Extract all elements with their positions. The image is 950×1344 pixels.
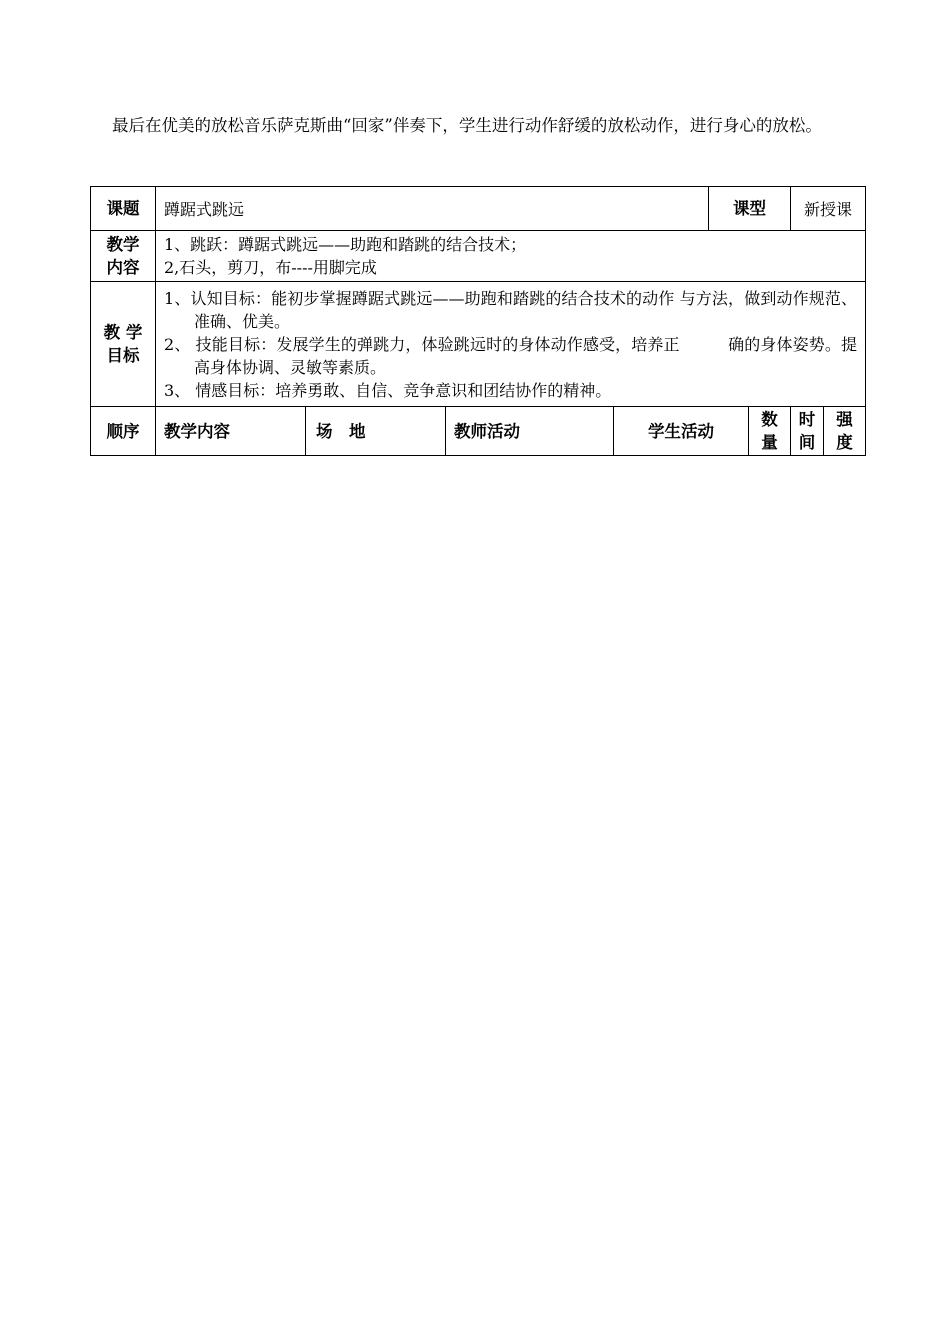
- col-quantity-line1: 数: [761, 410, 778, 429]
- col-time-line1: 时: [798, 410, 816, 429]
- intro-paragraph: 最后在优美的放松音乐萨克斯曲“回家”伴奏下，学生进行动作舒缓的放松动作，进行身心的放松。: [112, 116, 822, 135]
- column-header-row: [91, 407, 866, 456]
- col-venue: 场 地: [306, 407, 446, 456]
- content-label: [91, 231, 156, 282]
- col-time-line2: 间: [798, 433, 816, 452]
- col-student: 学生活动: [614, 407, 749, 456]
- content-item-2: 2,石头，剪刀，布----用脚完成: [164, 258, 377, 277]
- lesson-plan-table: [90, 186, 866, 456]
- content-label-line1: 教学: [106, 235, 140, 254]
- topic-label: 课题: [91, 187, 156, 231]
- col-time: [791, 407, 824, 456]
- type-label: 课型: [709, 187, 791, 231]
- goal-item-skill: 2、 技能目标：发展学生的弹跳力，体验跳远时的身体动作感受，培养正 确的身体姿势。提高身体协调、灵敏等素质。: [164, 334, 858, 377]
- content-row: [91, 231, 866, 282]
- col-intensity: [824, 407, 866, 456]
- content-item-1: 1、跳跃：蹲踞式跳远——助跑和踏跳的结合技术；: [164, 235, 527, 254]
- goals-row: [91, 282, 866, 407]
- goals-label: [91, 282, 156, 407]
- goals-label-line1: 教 学: [103, 323, 143, 342]
- type-value: 新授课: [791, 187, 866, 231]
- goals-label-line2: 目标: [106, 346, 140, 365]
- col-order: 顺序: [91, 407, 156, 456]
- topic-row: [91, 187, 866, 231]
- goal-item-emotion: 3、 情感目标：培养勇敢、自信、竞争意识和团结协作的精神。: [164, 380, 612, 400]
- col-quantity: [749, 407, 791, 456]
- col-intensity-line1: 强: [836, 410, 853, 429]
- col-intensity-line2: 度: [836, 433, 853, 452]
- content-cell: [156, 231, 866, 282]
- goals-cell: [156, 282, 866, 407]
- topic-value: 蹲踞式跳远: [156, 187, 709, 231]
- col-content: 教学内容: [156, 407, 306, 456]
- content-label-line2: 内容: [106, 258, 140, 277]
- goal-item-cognitive: 1、认知目标：能初步掌握蹲踞式跳远——助跑和踏跳的结合技术的动作 与方法，做到动作规范、准确、优美。: [164, 288, 858, 331]
- col-teacher: 教师活动: [446, 407, 614, 456]
- col-quantity-line2: 量: [761, 433, 778, 452]
